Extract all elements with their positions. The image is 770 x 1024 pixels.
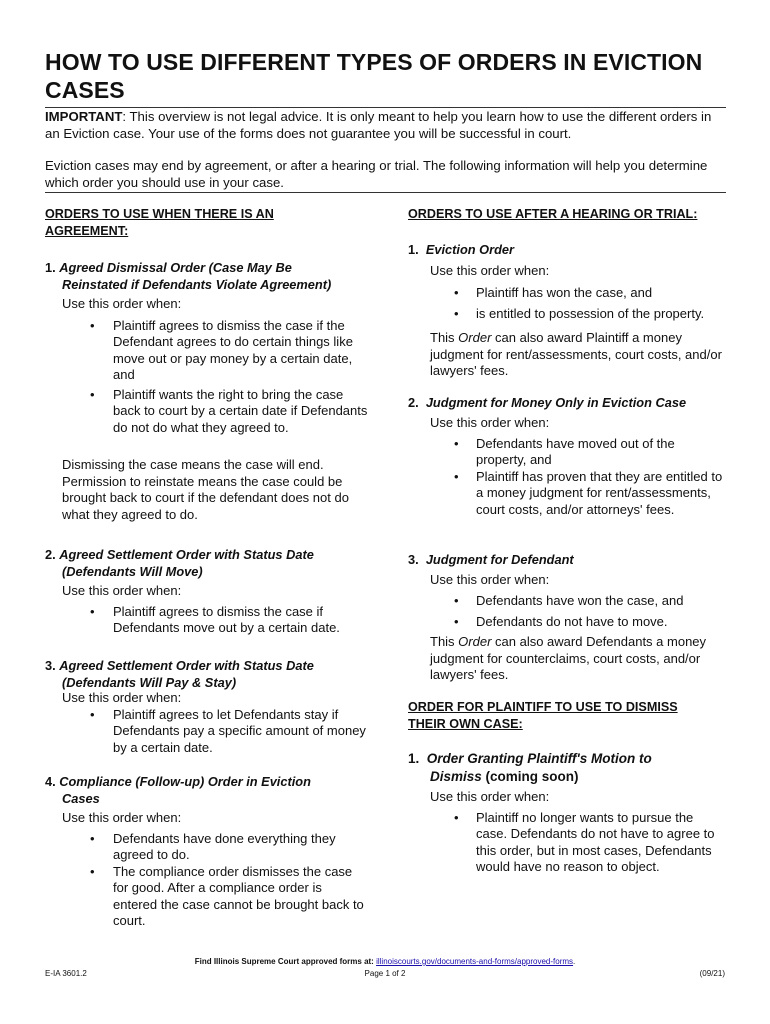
bullet-icon: • [90,387,95,402]
bullet-icon: • [90,604,95,619]
important-label: IMPORTANT [45,109,123,124]
form-id: E-IA 3601.2 [45,969,87,978]
intro-paragraph: Eviction cases may end by agreement, or after a hearing or trial. The following information will help you determine which order you should use in your case. [45,158,708,190]
dismiss-item-bullet-1: Plaintiff no longer wants to pursue the case. Defendants do not have to agree to this order, but in most cases, Defendants would have no reason to object. [476,810,715,874]
section-heading-agreement: ORDERS TO USE WHEN THERE IS AN AGREEMENT: [45,207,274,238]
right-item-1-bullet-1: Plaintiff has won the case, and [476,285,653,300]
left-item-4-title: 4. Compliance (Follow-up) Order in Eviction [45,774,311,789]
title-divider [45,107,726,108]
right-item-2-bullet-2: Plaintiff has proven that they are entitled to a money judgment for rent/assessments, court costs, and/or attorneys' fees. [476,469,723,517]
left-item-3-title: 3. Agreed Settlement Order with Status Date [45,658,314,673]
left-item-3-bullet-1: Plaintiff agrees to let Defendants stay if Defendants pay a specific amount of money by a certain date. [113,707,366,755]
page-title: HOW TO USE DIFFERENT TYPES OF ORDERS IN EVICTION CASES [45,49,703,103]
intro-divider [45,192,726,193]
right-item-2-title: 2. Judgment for Money Only in Eviction Case [408,395,687,410]
right-item-1-bullet-2: is entitled to possession of the property. [476,306,705,321]
right-item-2-bullet-1: Defendants have moved out of the property, and [476,436,675,468]
left-item-1-note: Dismissing the case means the case will end. Permission to reinstate means the case could be brought back to court if the defendant does not do what they agreed to do. [62,457,349,522]
dismiss-item-use: Use this order when: [430,789,550,804]
left-item-1-title-cont: Reinstated if Defendants Violate Agreement) [62,277,332,292]
footer-find-forms: Find Illinois Supreme Court approved forms at: illinoiscourts.gov/documents-and-forms/approved-forms. [194,957,576,966]
approved-forms-link[interactable]: illinoiscourts.gov/documents-and-forms/approved-forms [376,957,574,966]
left-item-4-bullet-1: Defendants have done everything they agreed to do. [113,831,336,863]
left-item-4-title-cont: Cases [62,791,100,806]
bullet-icon: • [454,306,459,321]
right-item-3-bullet-2: Defendants do not have to move. [476,614,668,629]
bullet-icon: • [454,810,459,825]
page-number: Page 1 of 2 [364,969,406,978]
bullet-icon: • [90,831,95,846]
dismiss-item-title: 1. Order Granting Plaintiff's Motion to [408,751,652,766]
section-heading-hearing: ORDERS TO USE AFTER A HEARING OR TRIAL: [408,207,698,221]
bullet-icon: • [90,318,95,333]
left-item-2-use: Use this order when: [62,583,182,598]
right-item-2-use: Use this order when: [430,415,550,430]
left-item-3-use: Use this order when: [62,690,182,705]
bullet-icon: • [90,864,95,879]
right-item-3-use: Use this order when: [430,572,550,587]
bullet-icon: • [454,285,459,300]
right-item-3-bullet-1: Defendants have won the case, and [476,593,684,608]
important-text: : This overview is not legal advice. It is only meant to help you learn how to use the different orders in an Eviction case. Your use of the forms does not guarantee you will be successful in court. [45,109,712,141]
right-item-3-note: This Order can also award Defendants a money judgment for counterclaims, court costs, and/or lawyers' fees. [430,634,707,682]
important-notice [45,109,725,142]
left-item-4-bullet-2: The compliance order dismisses the case for good. After a compliance order is entered the case cannot be brought back to court. [113,864,364,928]
bullet-icon: • [454,593,459,608]
left-item-1-title: 1. Agreed Dismissal Order (Case May Be [45,260,292,275]
left-item-1-bullet-2: Plaintiff wants the right to bring the case back to court by a certain date if Defendants do not do what they agreed to. [113,387,368,435]
left-item-4-use: Use this order when: [62,810,182,825]
right-item-1-note: This Order can also award Plaintiff a money judgment for rent/assessments, court costs, and/or lawyers' fees. [430,330,722,378]
right-item-1-title: 1. Eviction Order [408,242,514,257]
left-item-3-title-cont: (Defendants Will Pay & Stay) [62,675,237,690]
bullet-icon: • [454,469,459,484]
right-item-1-use: Use this order when: [430,263,550,278]
bullet-icon: • [454,436,459,451]
bullet-icon: • [90,707,95,722]
bullet-icon: • [454,614,459,629]
dismiss-item-title-cont: Dismiss (coming soon) [430,769,579,784]
revision-date: (09/21) [699,969,725,978]
left-item-2-title-cont: (Defendants Will Move) [62,564,203,579]
left-item-1-use: Use this order when: [62,296,182,311]
left-item-2-title: 2. Agreed Settlement Order with Status Date [45,547,314,562]
section-heading-dismiss: ORDER FOR PLAINTIFF TO USE TO DISMISS THEIR OWN CASE: [408,700,678,731]
right-item-3-title: 3. Judgment for Defendant [408,552,574,567]
left-item-1-bullet-1: Plaintiff agrees to dismiss the case if the Defendant agrees to do certain things like move out or pay money by a certain date, and [113,318,353,382]
left-item-2-bullet-1: Plaintiff agrees to dismiss the case if Defendants move out by a certain date. [113,604,340,636]
